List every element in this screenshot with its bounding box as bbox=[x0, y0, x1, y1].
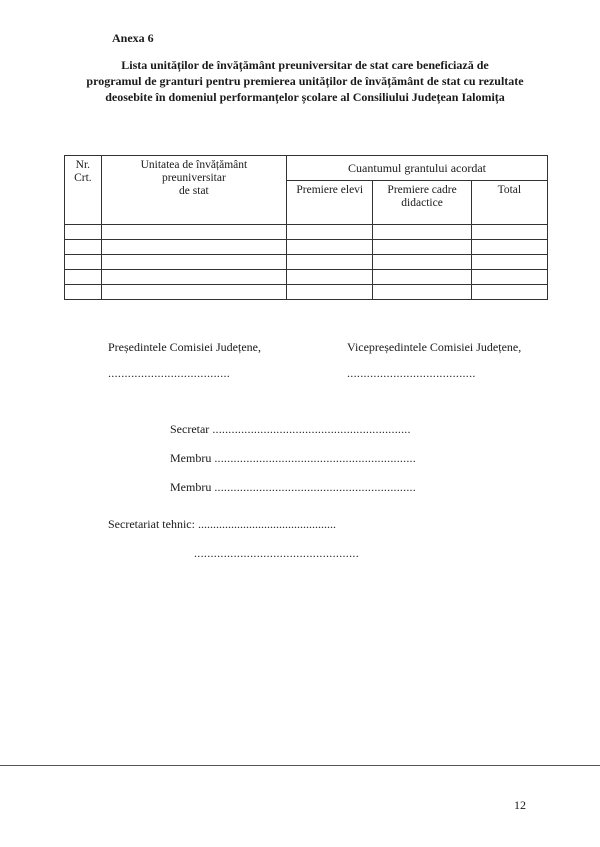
table-cell bbox=[65, 255, 102, 270]
document-title bbox=[60, 57, 550, 105]
table-cell bbox=[287, 225, 373, 240]
title-line: programul de granturi pentru premierea unităților de învățământ de stat cu rezultate bbox=[86, 74, 524, 88]
header-unit-line: preuniversitar bbox=[161, 172, 226, 184]
table-row bbox=[65, 225, 548, 240]
table-cell bbox=[287, 240, 373, 255]
tech-secretariat-label: Secretariat tehnic: bbox=[108, 517, 195, 531]
president-signature-line: ..................................... bbox=[108, 366, 231, 380]
member1-label: Membru bbox=[170, 451, 212, 465]
table-row bbox=[65, 255, 548, 270]
header-total: Total bbox=[471, 181, 547, 225]
table-cell bbox=[287, 255, 373, 270]
table-cell bbox=[101, 240, 286, 255]
table-cell bbox=[373, 240, 471, 255]
table-cell bbox=[373, 225, 471, 240]
member2-row bbox=[170, 480, 416, 495]
table-cell bbox=[287, 270, 373, 285]
tech-secretariat-signature-line-2: .................................................. bbox=[194, 546, 359, 560]
vice-president-label: Vicepreședintele Comisiei Județene, bbox=[347, 340, 522, 354]
header-premiere-cadre bbox=[373, 181, 471, 225]
table-cell bbox=[373, 285, 471, 300]
table-row bbox=[65, 240, 548, 255]
president-label: Președintele Comisiei Județene, bbox=[108, 340, 261, 354]
member2-signature-line: ............................................................... bbox=[214, 480, 416, 494]
table-row bbox=[65, 270, 548, 285]
table-cell bbox=[471, 270, 547, 285]
tech-secretariat-signature-line: .............................................. bbox=[197, 517, 336, 531]
table-cell bbox=[101, 270, 286, 285]
table-cell bbox=[101, 225, 286, 240]
table-cell bbox=[373, 255, 471, 270]
table-cell bbox=[471, 240, 547, 255]
secretary-label: Secretar bbox=[170, 422, 210, 436]
secretary-signature-line: .............................................................. bbox=[212, 422, 411, 436]
member2-label: Membru bbox=[170, 480, 212, 494]
table-cell bbox=[471, 255, 547, 270]
title-line: Lista unităților de învățământ preuniversitar de stat care beneficiază de bbox=[121, 58, 489, 72]
header-cadre-line: Premiere cadre bbox=[387, 184, 457, 196]
grant-table bbox=[64, 155, 548, 300]
table-cell bbox=[287, 285, 373, 300]
secretary-row bbox=[170, 422, 411, 437]
table-cell bbox=[471, 285, 547, 300]
header-cadre-line: didactice bbox=[401, 197, 443, 209]
member1-row bbox=[170, 451, 416, 466]
header-unit bbox=[101, 156, 286, 225]
table-cell bbox=[471, 225, 547, 240]
page-number: 12 bbox=[514, 798, 526, 812]
title-line: deosebite în domeniul performanțelor școlare al Consiliului Județean Ialomița bbox=[105, 90, 505, 104]
table-cell bbox=[101, 285, 286, 300]
header-premiere-elevi: Premiere elevi bbox=[287, 181, 373, 225]
header-nr-label: Nr. bbox=[75, 159, 91, 171]
header-crt-label: Crt. bbox=[74, 172, 92, 184]
annex-label: Anexa 6 bbox=[112, 31, 154, 45]
header-grant-amount: Cuantumul grantului acordat bbox=[287, 156, 548, 181]
header-unit-line: de stat bbox=[179, 185, 209, 197]
table-cell bbox=[373, 270, 471, 285]
table-cell bbox=[65, 285, 102, 300]
table-cell bbox=[65, 270, 102, 285]
header-unit-line: Unitatea de învățământ bbox=[140, 159, 248, 171]
footer-rule bbox=[0, 765, 600, 766]
table-cell bbox=[65, 240, 102, 255]
table-header-row bbox=[65, 156, 548, 181]
vice-president-signature-line: ....................................... bbox=[347, 366, 476, 380]
header-nr-crt bbox=[65, 156, 102, 225]
member1-signature-line: ............................................................... bbox=[214, 451, 416, 465]
table-cell bbox=[65, 225, 102, 240]
table-row bbox=[65, 285, 548, 300]
table-cell bbox=[101, 255, 286, 270]
tech-secretariat-row bbox=[108, 517, 336, 532]
